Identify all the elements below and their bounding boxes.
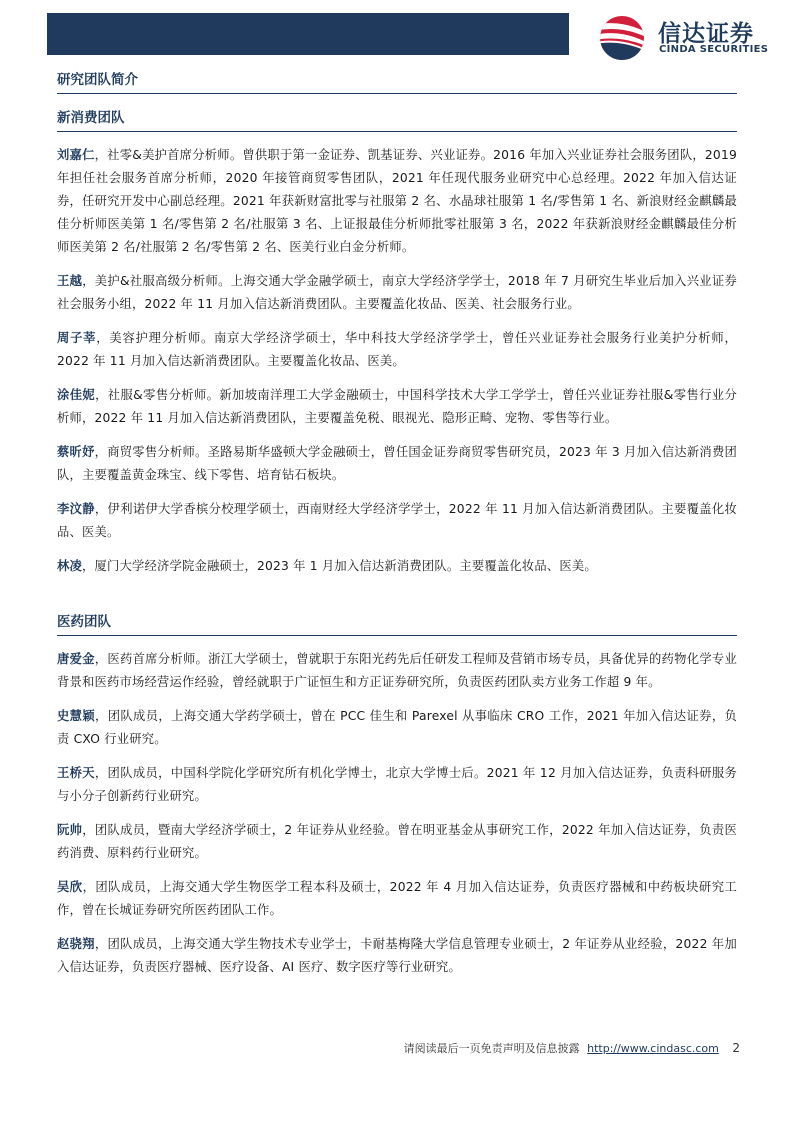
header-band [47, 13, 569, 55]
page-footer [0, 1040, 740, 1056]
footer-website-link[interactable]: http://www.cindasc.com [587, 1042, 719, 1055]
member-bio [57, 144, 737, 259]
member-name: 蔡昕妤 [57, 445, 95, 459]
cinda-logo-mark-icon [582, 13, 650, 61]
member-bio [57, 648, 737, 694]
member-description: ，团队成员，中国科学院化学研究所有机化学博士，北京大学博士后。2021 年 12 月加入信达证券，负责科研服务与小分子创新药行业研究。 [57, 766, 737, 803]
member-description: ，美护&社服高级分析师。上海交通大学金融学硕士，南京大学经济学学士，2018 年 7 月研究生毕业后加入兴业证券社会服务小组，2022 年 11 月加入信达新消费团队。主要覆盖化妆品、医美、社会服务行业。 [57, 274, 737, 311]
member-description: ，团队成员，上海交通大学生物技术专业学士，卡耐基梅隆大学信息管理专业硕士，2 年证券从业经验，2022 年加入信达证券，负责医疗器械、医疗设备、AI 医疗、数字医疗等行业研究。 [57, 937, 737, 974]
member-description: ，团队成员，上海交通大学药学硕士，曾在 PCC 佳生和 Parexel 从事临床 CRO 工作，2021 年加入信达证券，负责 CXO 行业研究。 [57, 709, 737, 746]
member-name: 赵骁翔 [57, 937, 95, 951]
member-description: ，社服&零售分析师。新加坡南洋理工大学金融硕士，中国科学技术大学工学学士，曾任兴业证券社服&零售行业分析师，2022 年 11 月加入信达新消费团队，主要覆盖免税、眼视光、隐形正畸、宠物、零售等行业。 [57, 388, 737, 425]
member-bio [57, 933, 737, 979]
section-title: 研究团队简介 [57, 68, 737, 94]
member-bio [57, 384, 737, 430]
member-bio [57, 819, 737, 865]
member-bio [57, 327, 737, 373]
team-title: 医药团队 [57, 610, 737, 636]
member-name: 李汶静 [57, 502, 95, 516]
member-name: 刘嘉仁 [57, 148, 95, 162]
logo-english-name: CINDA SECURITIES [659, 44, 769, 55]
page-number: 2 [732, 1041, 740, 1055]
logo-chinese-name: 信达证券 [658, 21, 754, 47]
member-description: ，团队成员，上海交通大学生物医学工程本科及硕士，2022 年 4 月加入信达证券，负责医疗器械和中药板块研究工作，曾在长城证券研究所医药团队工作。 [57, 880, 737, 917]
member-name: 唐爱金 [57, 652, 95, 666]
member-name: 阮帅 [57, 823, 83, 837]
member-bio [57, 705, 737, 751]
team-title: 新消费团队 [57, 106, 737, 132]
member-name: 周子莘 [57, 331, 97, 345]
member-bio [57, 762, 737, 808]
member-description: ，伊利诺伊大学香槟分校理学硕士，西南财经大学经济学学士，2022 年 11 月加入信达新消费团队。主要覆盖化妆品、医美。 [57, 502, 737, 539]
member-bio [57, 555, 737, 578]
member-description: ，美容护理分析师。南京大学经济学硕士，华中科技大学经济学学士，曾任兴业证券社会服务行业美护分析师，2022 年 11 月加入信达新消费团队。主要覆盖化妆品、医美。 [57, 331, 737, 368]
member-name: 王桥天 [57, 766, 95, 780]
member-name: 史慧颖 [57, 709, 96, 723]
member-bio [57, 441, 737, 487]
member-bio [57, 876, 737, 922]
cinda-logo [582, 13, 777, 61]
member-description: ，商贸零售分析师。圣路易斯华盛顿大学金融硕士，曾任国金证券商贸零售研究员，2023 年 3 月加入信达新消费团队，主要覆盖黄金珠宝、线下零售、培育钻石板块。 [57, 445, 737, 482]
main-content [57, 68, 737, 990]
member-name: 涂佳妮 [57, 388, 96, 402]
member-name: 林凌 [57, 559, 82, 573]
footer-disclaimer: 请阅读最后一页免责声明及信息披露 [403, 1042, 580, 1055]
member-bio [57, 498, 737, 544]
member-description: ，厦门大学经济学院金融硕士，2023 年 1 月加入信达新消费团队。主要覆盖化妆品、医美。 [82, 559, 597, 573]
member-name: 王越 [57, 274, 83, 288]
member-description: ，团队成员，暨南大学经济学硕士，2 年证券从业经验。曾在明亚基金从事研究工作，2022 年加入信达证券，负责医药消费、原料药行业研究。 [57, 823, 737, 860]
member-name: 吴欣 [57, 880, 83, 894]
teams-container [57, 106, 737, 979]
member-description: ，医药首席分析师。浙江大学硕士，曾就职于东阳光药先后任研发工程师及营销市场专员，具备优异的药物化学专业背景和医药市场经营运作经验，曾经就职于广证恒生和方正证券研究所，负责医药团队卖方业务工作超 9 年。 [57, 652, 738, 689]
member-bio [57, 270, 737, 316]
member-description: ，社零&美护首席分析师。曾供职于第一金证券、凯基证券、兴业证券。2016 年加入兴业证券社会服务团队，2019 年担任社会服务首席分析师，2020 年接管商贸零售团队，2021 年任现代服务业研究中心总经理。2022 年加入信达证券，任研究开发中心副总经理。2021 年获新财富批零与社服第 2 名、水晶球社服第 1 名/零售第 1 名、新浪财经金麒麟最佳分析师医美第 1 名/零售第 2 名/社服第 3 名、上证报最佳分析师批零社服第 3 名，2022 年获新浪财经金麒麟最佳分析师医美第 2 名/社服第 2 名/零售第 2 名、医美行业白金分析师。 [57, 148, 737, 254]
